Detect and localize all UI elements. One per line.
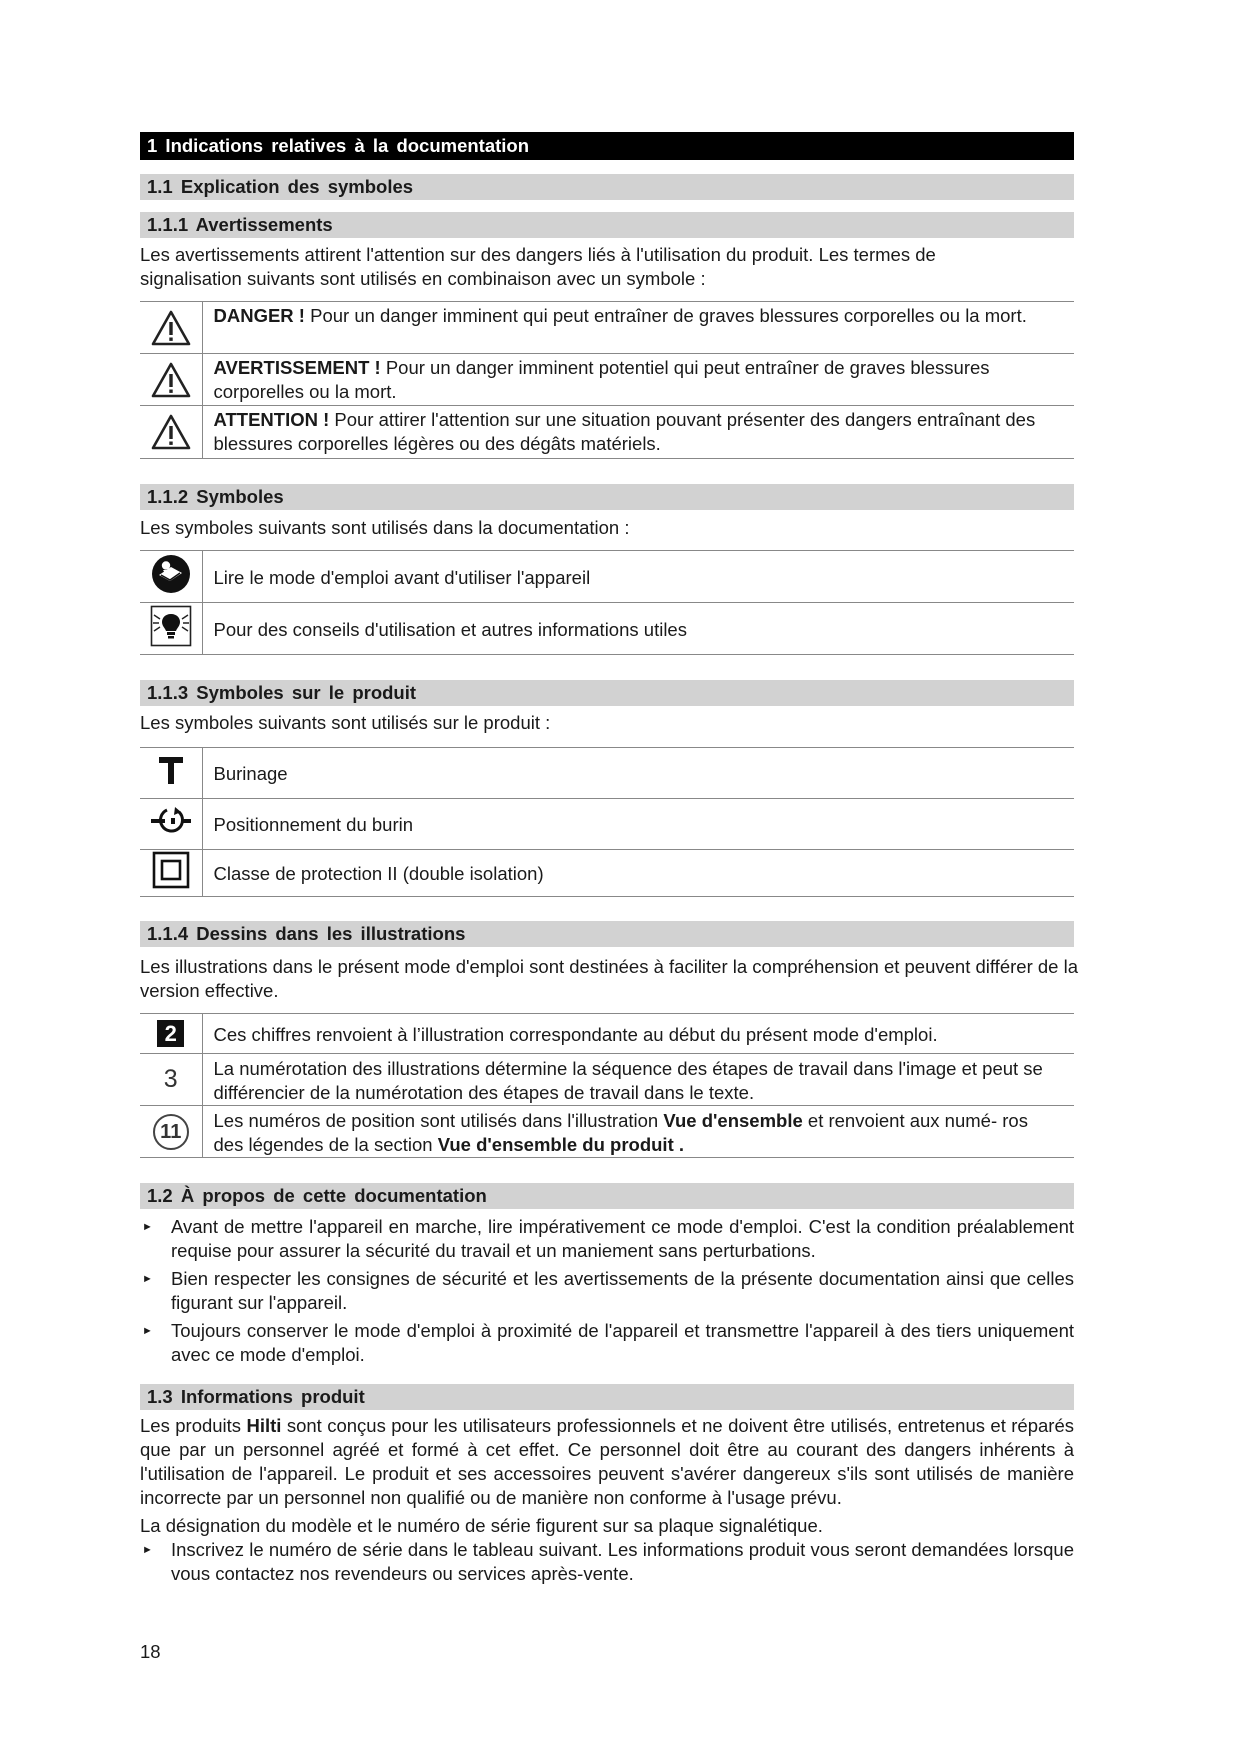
- table-row: [140, 748, 1074, 799]
- table-row: [140, 302, 1074, 354]
- warnings-table: [140, 301, 1074, 459]
- list-item: ► Toujours conserver le mode d'emploi à proximité de l'appareil et transmettre l'appareil à des tiers uniquement avec ce mode d'emploi.: [142, 1320, 1074, 1365]
- documentation-symbols-table: [140, 550, 1074, 655]
- read-manual-text: Lire le mode d'emploi avant d'utiliser l'appareil: [202, 551, 1074, 603]
- position-number-text: Les numéros de position sont utilisés dans l'illustration Vue d'ensemble et renvoient aux numé- ros des légendes de la section Vue d'ensemble du produit .: [202, 1106, 1074, 1158]
- product-symbols-intro: Les symboles suivants sont utilisés sur le produit :: [140, 712, 551, 733]
- table-row: [140, 1014, 1074, 1054]
- list-item: ► Inscrivez le numéro de série dans le tableau suivant. Les informations produit vous seront demandées lorsque vous contactez nos revendeurs ou services après-vente.: [142, 1539, 1074, 1584]
- figure-number-badge: 2: [140, 1014, 202, 1054]
- chiseling-text: Burinage: [202, 748, 1074, 799]
- double-insulation-icon: [140, 850, 202, 897]
- section-heading-1-1-1: 1.1.1 Avertissements: [140, 212, 1074, 238]
- section-heading-1-3: 1.3 Informations produit: [140, 1384, 1074, 1410]
- warning-triangle-icon: [140, 302, 202, 354]
- nameplate-paragraph: La désignation du modèle et le numéro de série figurent sur sa plaque signalétique.: [140, 1515, 823, 1536]
- section-heading-1-1: 1.1 Explication des symboles: [140, 174, 1074, 200]
- warning-avertissement-text: AVERTISSEMENT ! Pour un danger imminent potentiel qui peut entraîner de graves blessures corporelles ou la mort.: [202, 354, 1074, 406]
- table-row: [140, 551, 1074, 603]
- chiseling-icon: [140, 748, 202, 799]
- read-manual-icon: [140, 551, 202, 603]
- chapter-heading: 1 Indications relatives à la documentation: [140, 132, 1074, 160]
- page-number: 18: [140, 1641, 161, 1662]
- step-number-label: 3: [140, 1054, 202, 1106]
- tip-text: Pour des conseils d'utilisation et autres informations utiles: [202, 603, 1074, 655]
- product-info-paragraph: Les produits Hilti sont conçus pour les utilisateurs professionnels et ne doivent être utilisés, entretenus et réparés que par un personnel agréé et formé à cet effet. Ce personnel doit être au courant des dangers inhérents à l'utilisation de l'appareil. Le produit et ses accessoires peuvent s'avérer dangereux s'ils sont utilisés de manière incorrecte par un personnel non qualifié ou de manière non conforme à l'usage prévu.: [140, 1415, 1074, 1508]
- table-row: [140, 406, 1074, 459]
- table-row: [140, 603, 1074, 655]
- chisel-positioning-icon: [140, 799, 202, 850]
- warning-triangle-icon: [140, 406, 202, 459]
- warnings-intro: Les avertissements attirent l'attention sur des dangers liés à l'utilisation du produit. Les termes de signalisation suivants sont utilisés en combinaison avec un symbole :: [140, 244, 936, 289]
- illustrations-intro: Les illustrations dans le présent mode d'emploi sont destinées à faciliter la compréhension et peuvent différer de la version effective.: [140, 956, 1078, 1001]
- documentation-bullets: [140, 1215, 1074, 1367]
- section-heading-1-1-3: 1.1.3 Symboles sur le produit: [140, 680, 1074, 706]
- product-symbols-table: [140, 747, 1074, 897]
- bullet-arrow-icon: ►: [142, 1544, 153, 1556]
- position-number-circle: 11: [140, 1106, 202, 1158]
- double-insulation-text: Classe de protection II (double isolation): [202, 850, 1074, 897]
- warning-attention-text: ATTENTION ! Pour attirer l'attention sur une situation pouvant présenter des dangers entraînant des blessures corporelles légères ou des dégâts matériels.: [202, 406, 1074, 459]
- warning-danger-text: DANGER ! Pour un danger imminent qui peut entraîner de graves blessures corporelles ou la mort.: [202, 302, 1074, 354]
- section-heading-1-2: 1.2 À propos de cette documentation: [140, 1183, 1074, 1209]
- table-row: [140, 1106, 1074, 1158]
- section-heading-1-1-2: 1.1.2 Symboles: [140, 484, 1074, 510]
- chisel-positioning-text: Positionnement du burin: [202, 799, 1074, 850]
- table-row: [140, 1054, 1074, 1106]
- section-heading-1-1-4: 1.1.4 Dessins dans les illustrations: [140, 921, 1074, 947]
- bullet-arrow-icon: ►: [142, 1273, 153, 1285]
- figure-number-text: Ces chiffres renvoient à l’illustration correspondante au début du présent mode d'emploi.: [202, 1014, 1074, 1054]
- bullet-arrow-icon: ►: [142, 1221, 153, 1233]
- list-item: ► Avant de mettre l'appareil en marche, lire impérativement ce mode d'emploi. C'est la condition préalablement requise pour assurer la sécurité du travail et un maniement sans perturbations.: [142, 1216, 1074, 1261]
- symbols-intro: Les symboles suivants sont utilisés dans la documentation :: [140, 517, 630, 538]
- step-number-text: La numérotation des illustrations détermine la séquence des étapes de travail dans l'image et peut se différencier de la numérotation des étapes de travail dans le texte.: [202, 1054, 1074, 1106]
- lightbulb-tip-icon: [140, 603, 202, 655]
- illustrations-table: [140, 1013, 1074, 1158]
- table-row: [140, 354, 1074, 406]
- page-content: [140, 132, 1078, 1590]
- table-row: [140, 799, 1074, 850]
- product-info-bullets: [140, 1538, 1074, 1586]
- bullet-arrow-icon: ►: [142, 1325, 153, 1337]
- list-item: ► Bien respecter les consignes de sécurité et les avertissements de la présente documentation ainsi que celles figurant sur l'appareil.: [142, 1268, 1074, 1313]
- warning-triangle-icon: [140, 354, 202, 406]
- table-row: [140, 850, 1074, 897]
